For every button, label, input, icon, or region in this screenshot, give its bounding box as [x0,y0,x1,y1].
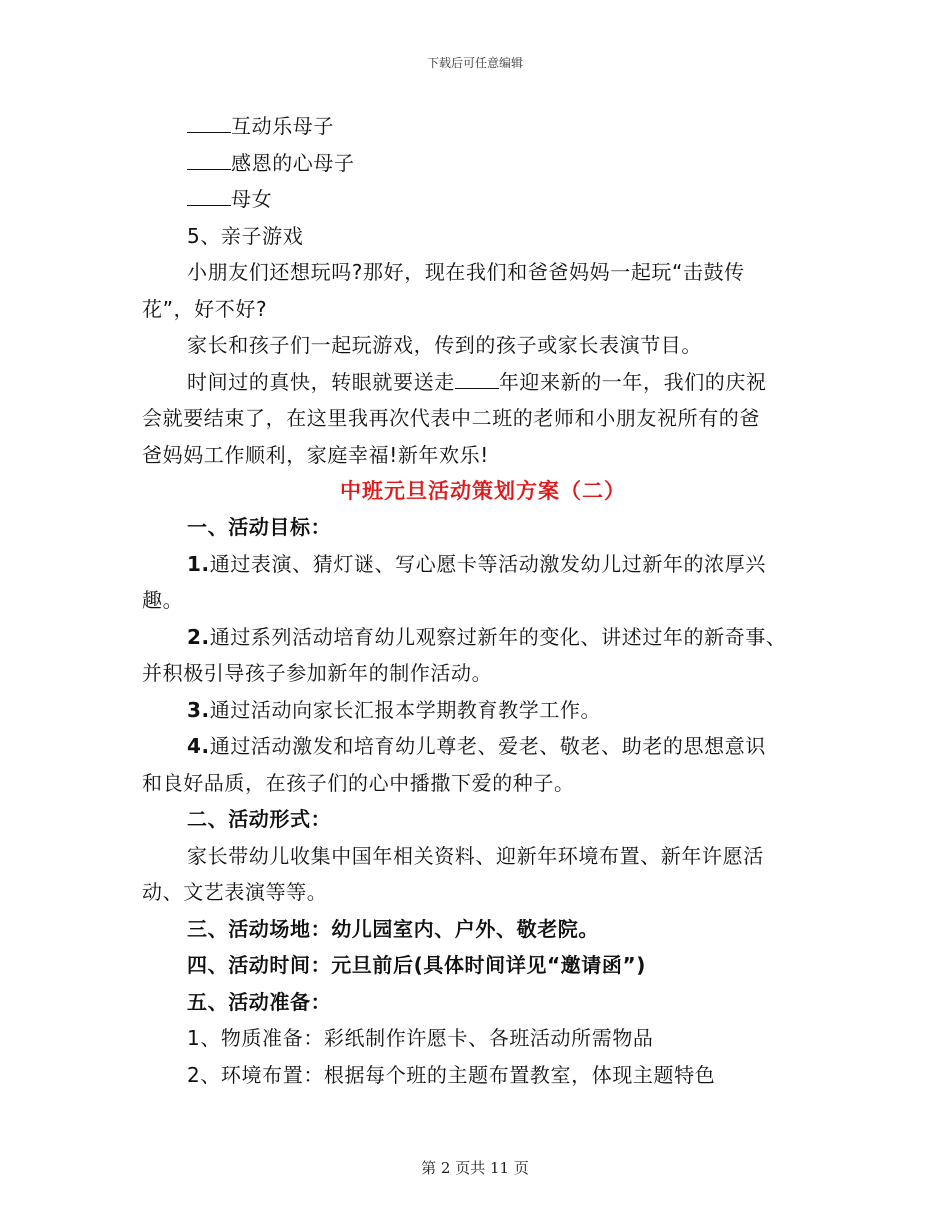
prep-item: 2、环境布置：根据每个班的主题布置教室，体现主题特色 [187,1062,716,1087]
page-header: 下载后可任意编辑 [426,56,523,70]
goal-text: 通过活动向家长汇报本学期教育教学工作。 [209,697,602,722]
goal-line [142,619,814,656]
prep-item: 1、物质准备：彩纸制作许愿卡、各班活动所需物品 [187,1026,654,1050]
goal-text: 通过活动激发和培育幼儿尊老、爱老、敬老、助老的思想意识 [209,734,766,758]
blank-line [187,153,231,170]
paragraph-text: 年迎来新的一年，我们的庆祝 [498,369,767,394]
paragraph-line [142,364,814,401]
paragraph-text: 时间过的真快，转眼就要送走 [187,369,455,394]
goal-line [142,692,814,729]
blank-line [187,116,231,133]
program-item-text: 互动乐母子 [231,114,334,138]
goal-line: 并积极引导孩子参加新年的制作活动。 [142,661,493,685]
section-heading: 三、活动场地：幼儿园室内、户外、敬老院。 [187,916,599,941]
document-title: 中班元旦活动策划方案（二） [340,479,626,503]
goal-number: 4. [187,734,210,758]
program-item [142,181,814,218]
paragraph-line: 家长带幼儿收集中国年相关资料、迎新年环境布置、新年许愿活 [187,843,764,868]
section-heading: 四、活动时间：元旦前后(具体时间详见“邀请函”) [187,953,646,977]
goal-line: 趣。 [142,588,184,612]
goal-line [142,546,814,583]
paragraph-line: 动、文艺表演等等。 [142,880,328,904]
paragraph-line: 花”，好不好? [142,296,268,321]
goal-number: 2. [187,624,210,649]
goal-text: 通过系列活动培育幼儿观察过新年的变化、讲述过年的新奇事、 [209,624,787,649]
program-item-text: 母女 [231,187,273,211]
section-heading: 二、活动形式： [187,807,332,831]
blank-line [455,372,499,389]
blank-line [187,189,231,206]
paragraph-line: 小朋友们还想玩吗?那好，现在我们和爸爸妈妈一起玩“击鼓传 [187,260,745,284]
page-footer: 第 2 页共 11 页 [421,1159,529,1177]
paragraph-line: 爸妈妈工作顺利，家庭幸福!新年欢乐! [142,442,489,467]
goal-text: 通过表演、猜灯谜、写心愿卡等活动激发幼儿过新年的浓厚兴 [209,551,766,576]
section-heading: 五、活动准备： [187,989,332,1014]
game-heading: 5、亲子游戏 [187,223,304,248]
goal-line: 和良好品质，在孩子们的心中播撒下爱的种子。 [142,770,575,795]
section-heading: 一、活动目标： [187,515,332,539]
document-body [142,108,814,1093]
paragraph-line: 家长和孩子们一起玩游戏，传到的孩子或家长表演节目。 [187,333,702,357]
paragraph-line: 会就要结束了，在这里我再次代表中二班的老师和小朋友祝所有的爸 [142,406,760,430]
program-item-text: 感恩的心母子 [231,150,355,175]
goal-line [142,728,814,765]
goal-number: 1. [187,551,210,576]
program-item [142,108,814,145]
goal-number: 3. [187,697,210,722]
program-item [142,145,814,182]
